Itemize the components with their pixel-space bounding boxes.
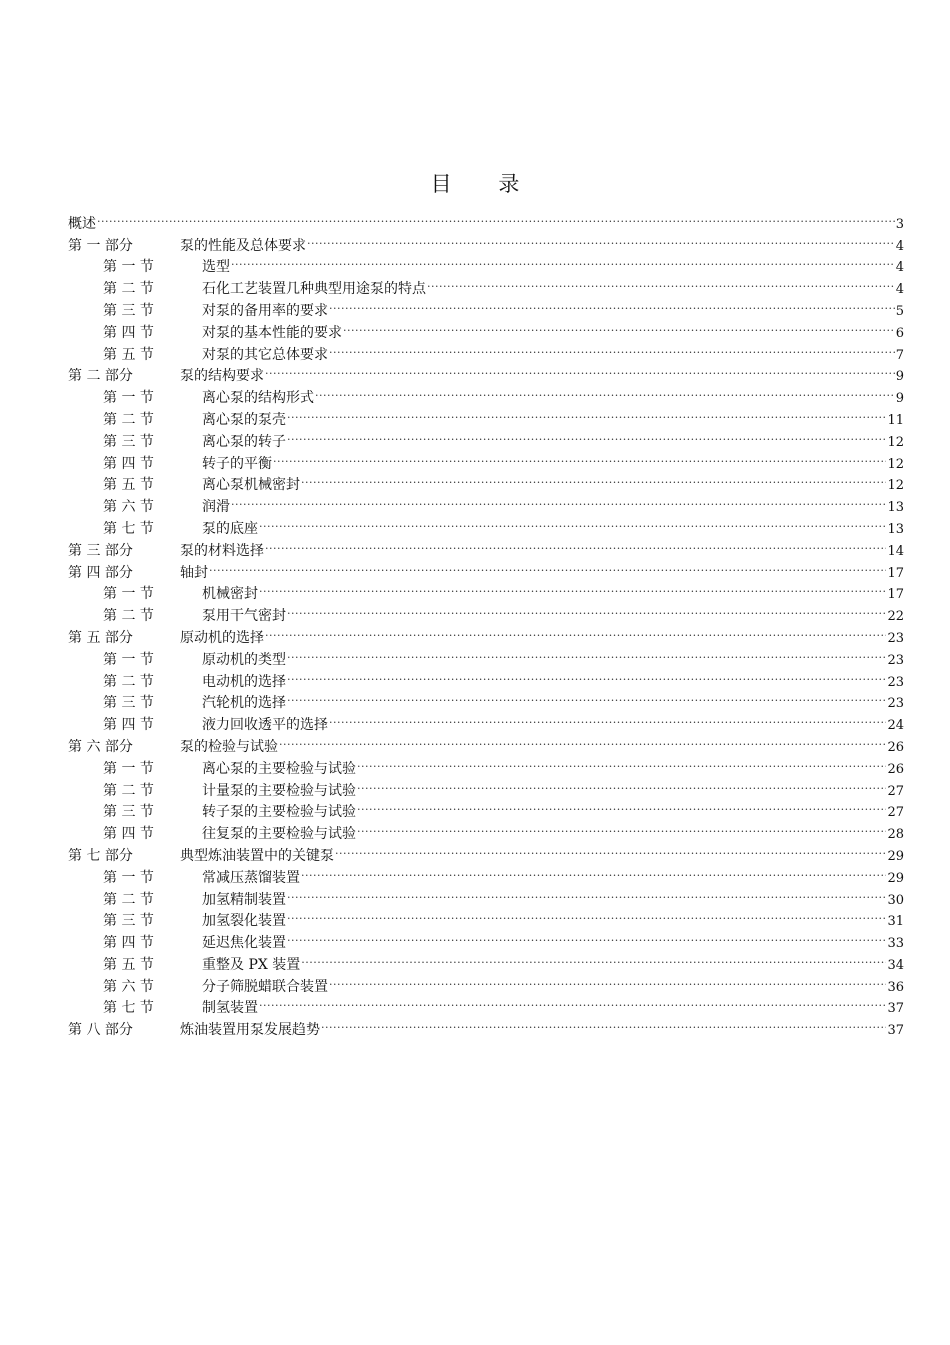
toc-entry-number: 第 七 部分 — [68, 847, 133, 864]
toc-entry-number: 第 一 节 — [103, 586, 154, 603]
toc-page-number: 26 — [887, 761, 904, 777]
toc-entry-title: 加氢裂化装置 — [202, 913, 286, 930]
toc-page-number: 6 — [895, 325, 904, 341]
toc-entry-number: 第 四 节 — [103, 935, 154, 952]
toc-dot-leader — [273, 446, 886, 468]
toc-entry-title: 泵用干气密封 — [202, 608, 286, 625]
toc-entry-title: 离心泵的转子 — [202, 433, 286, 450]
toc-page-number: 4 — [895, 260, 904, 276]
toc-entry-title: 轴封 — [180, 564, 208, 581]
toc-entry-title: 泵的检验与试验 — [180, 738, 278, 755]
toc-dot-leader — [265, 359, 895, 381]
toc-page-number: 28 — [887, 827, 904, 843]
toc-dot-leader — [301, 947, 886, 969]
toc-entry-number: 第 二 节 — [103, 411, 154, 428]
toc-part-entry[interactable] — [68, 228, 904, 254]
toc-entry-title: 液力回收透平的选择 — [202, 717, 328, 734]
toc-entry-title: 润滑 — [202, 499, 230, 516]
toc-dot-leader — [231, 250, 895, 272]
toc-dot-leader — [265, 533, 886, 555]
toc-page-number: 22 — [887, 609, 904, 625]
toc-entry-title: 计量泵的主要检验与试验 — [202, 782, 356, 799]
toc-dot-leader — [427, 271, 895, 293]
toc-entry-number: 第 三 节 — [103, 302, 154, 319]
toc-dot-leader — [301, 468, 886, 490]
toc-entry-number: 第 二 部分 — [68, 368, 133, 385]
toc-entry-title: 制氢装置 — [202, 1000, 258, 1017]
toc-dot-leader — [307, 228, 895, 250]
toc-page-number: 23 — [887, 630, 904, 646]
toc-entry-title: 泵的性能及总体要求 — [180, 237, 306, 254]
toc-entry-number: 第 四 节 — [103, 324, 154, 341]
toc-entry-number: 第 三 节 — [103, 804, 154, 821]
toc-entry-number: 第 四 节 — [103, 455, 154, 472]
toc-page-number: 13 — [887, 500, 904, 516]
toc-page-number: 5 — [895, 303, 904, 319]
toc-page-number: 33 — [887, 936, 904, 952]
toc-dot-leader — [265, 620, 886, 642]
toc-entry-number: 第 六 部分 — [68, 738, 133, 755]
toc-entry-title: 概述 — [68, 215, 96, 232]
toc-page-number: 27 — [887, 805, 904, 821]
toc-entry-number: 第 三 节 — [103, 433, 154, 450]
toc-page-number: 23 — [887, 652, 904, 668]
toc-page-number: 17 — [887, 587, 904, 603]
toc-entry-number: 第 二 节 — [103, 608, 154, 625]
toc-entry-title: 汽轮机的选择 — [202, 695, 286, 712]
toc-dot-leader — [287, 882, 886, 904]
toc-entry-title: 往复泵的主要检验与试验 — [202, 826, 356, 843]
toc-entry-number: 第 二 节 — [103, 281, 154, 298]
toc-dot-leader — [287, 402, 886, 424]
toc-entry-title: 离心泵机械密封 — [202, 477, 300, 494]
toc-dot-leader — [321, 1012, 886, 1034]
toc-page-number: 9 — [895, 369, 904, 385]
toc-entry-title: 泵的底座 — [202, 520, 258, 537]
toc-entry-title: 机械密封 — [202, 586, 258, 603]
toc-dot-leader — [301, 860, 886, 882]
toc-entry-number: 第 三 节 — [103, 695, 154, 712]
toc-entry-number: 第 八 部分 — [68, 1022, 133, 1039]
toc-entry-title: 泵的材料选择 — [180, 542, 264, 559]
toc-entry-number: 第 二 节 — [103, 782, 154, 799]
toc-entry-title: 对泵的备用率的要求 — [202, 302, 328, 319]
toc-page-number: 7 — [895, 347, 904, 363]
toc-page-number: 12 — [887, 478, 904, 494]
toc-entry-title: 离心泵的主要检验与试验 — [202, 760, 356, 777]
toc-entry-number: 第 四 部分 — [68, 564, 133, 581]
toc-entry-number: 第 四 节 — [103, 717, 154, 734]
toc-entry-title: 分子筛脱蜡联合装置 — [202, 978, 328, 995]
toc-entry-number: 第 五 节 — [103, 477, 154, 494]
toc-page-number: 4 — [895, 282, 904, 298]
toc-dot-leader — [287, 925, 886, 947]
toc-page-number: 12 — [887, 456, 904, 472]
toc-entry-number: 第 六 节 — [103, 978, 154, 995]
toc-dot-leader — [287, 598, 886, 620]
table-of-contents — [68, 206, 904, 1039]
toc-dot-leader — [259, 991, 886, 1013]
toc-part-entry[interactable] — [68, 206, 904, 232]
toc-entry-number: 第 一 节 — [103, 259, 154, 276]
toc-page-number: 17 — [887, 565, 904, 581]
toc-entry-title: 典型炼油装置中的关键泵 — [180, 847, 334, 864]
toc-entry-number: 第 三 节 — [103, 913, 154, 930]
toc-entry-title: 石化工艺装置几种典型用途泵的特点 — [202, 281, 426, 298]
toc-entry-title: 泵的结构要求 — [180, 368, 264, 385]
toc-page-number: 4 — [895, 238, 904, 254]
toc-page-number: 30 — [887, 892, 904, 908]
toc-entry-number: 第 二 节 — [103, 891, 154, 908]
toc-entry-number: 第 七 节 — [103, 520, 154, 537]
toc-dot-leader — [357, 773, 886, 795]
toc-page-number: 27 — [887, 783, 904, 799]
toc-dot-leader — [357, 795, 886, 817]
toc-dot-leader — [287, 424, 886, 446]
toc-entry-title: 电动机的选择 — [202, 673, 286, 690]
toc-dot-leader — [209, 555, 886, 577]
toc-page-number: 11 — [887, 412, 904, 428]
toc-page-number: 31 — [887, 914, 904, 930]
toc-dot-leader — [231, 489, 886, 511]
toc-page-number: 37 — [887, 1001, 904, 1017]
toc-entry-number: 第 一 节 — [103, 869, 154, 886]
toc-dot-leader — [343, 315, 895, 337]
toc-dot-leader — [97, 206, 895, 228]
toc-page-number: 23 — [887, 696, 904, 712]
toc-entry-title: 原动机的类型 — [202, 651, 286, 668]
toc-page-number: 37 — [887, 1023, 904, 1039]
toc-dot-leader — [329, 337, 895, 359]
toc-dot-leader — [357, 816, 886, 838]
toc-entry-number: 第 五 节 — [103, 346, 154, 363]
page-title: 目 录 — [430, 172, 540, 196]
toc-dot-leader — [357, 751, 886, 773]
toc-entry-title: 对泵的其它总体要求 — [202, 346, 328, 363]
toc-entry-title: 延迟焦化装置 — [202, 935, 286, 952]
toc-page-number: 34 — [887, 957, 904, 973]
toc-entry-number: 第 五 部分 — [68, 629, 133, 646]
toc-dot-leader — [287, 664, 886, 686]
toc-entry-title: 炼油装置用泵发展趋势 — [180, 1022, 320, 1039]
toc-dot-leader — [335, 838, 886, 860]
toc-dot-leader — [315, 380, 895, 402]
toc-entry-title: 常减压蒸馏装置 — [202, 869, 300, 886]
toc-dot-leader — [287, 686, 886, 708]
toc-dot-leader — [329, 293, 895, 315]
toc-page-number: 29 — [887, 848, 904, 864]
toc-entry-number: 第 四 节 — [103, 826, 154, 843]
toc-dot-leader — [329, 969, 886, 991]
toc-entry-title: 重整及 PX 装置 — [202, 956, 301, 973]
toc-page-number: 3 — [895, 216, 904, 232]
toc-entry-title: 选型 — [202, 259, 230, 276]
toc-dot-leader — [329, 707, 886, 729]
toc-entry-title: 转子的平衡 — [202, 455, 272, 472]
toc-entry-number: 第 三 部分 — [68, 542, 133, 559]
toc-dot-leader — [259, 577, 886, 599]
toc-dot-leader — [287, 904, 886, 926]
toc-page-number: 26 — [887, 739, 904, 755]
toc-entry-number: 第 一 节 — [103, 390, 154, 407]
toc-dot-leader — [287, 642, 886, 664]
toc-entry-number: 第 一 节 — [103, 760, 154, 777]
toc-entry-number: 第 一 节 — [103, 651, 154, 668]
toc-page-number: 24 — [887, 718, 904, 734]
toc-page-number: 36 — [887, 979, 904, 995]
toc-entry-number: 第 一 部分 — [68, 237, 133, 254]
toc-entry-title: 原动机的选择 — [180, 629, 264, 646]
toc-entry-number: 第 五 节 — [103, 956, 154, 973]
toc-page-number: 13 — [887, 521, 904, 537]
toc-page-number: 23 — [887, 674, 904, 690]
toc-entry-title: 加氢精制装置 — [202, 891, 286, 908]
toc-page-number: 14 — [887, 543, 904, 559]
toc-page-number: 29 — [887, 870, 904, 886]
toc-entry-number: 第 七 节 — [103, 1000, 154, 1017]
toc-dot-leader — [279, 729, 886, 751]
toc-entry-title: 对泵的基本性能的要求 — [202, 324, 342, 341]
toc-entry-title: 离心泵的结构形式 — [202, 390, 314, 407]
toc-page-number: 12 — [887, 434, 904, 450]
toc-entry-number: 第 二 节 — [103, 673, 154, 690]
toc-dot-leader — [259, 511, 886, 533]
toc-entry-title: 转子泵的主要检验与试验 — [202, 804, 356, 821]
toc-entry-title: 离心泵的泵壳 — [202, 411, 286, 428]
toc-entry-number: 第 六 节 — [103, 499, 154, 516]
toc-page-number: 9 — [895, 391, 904, 407]
